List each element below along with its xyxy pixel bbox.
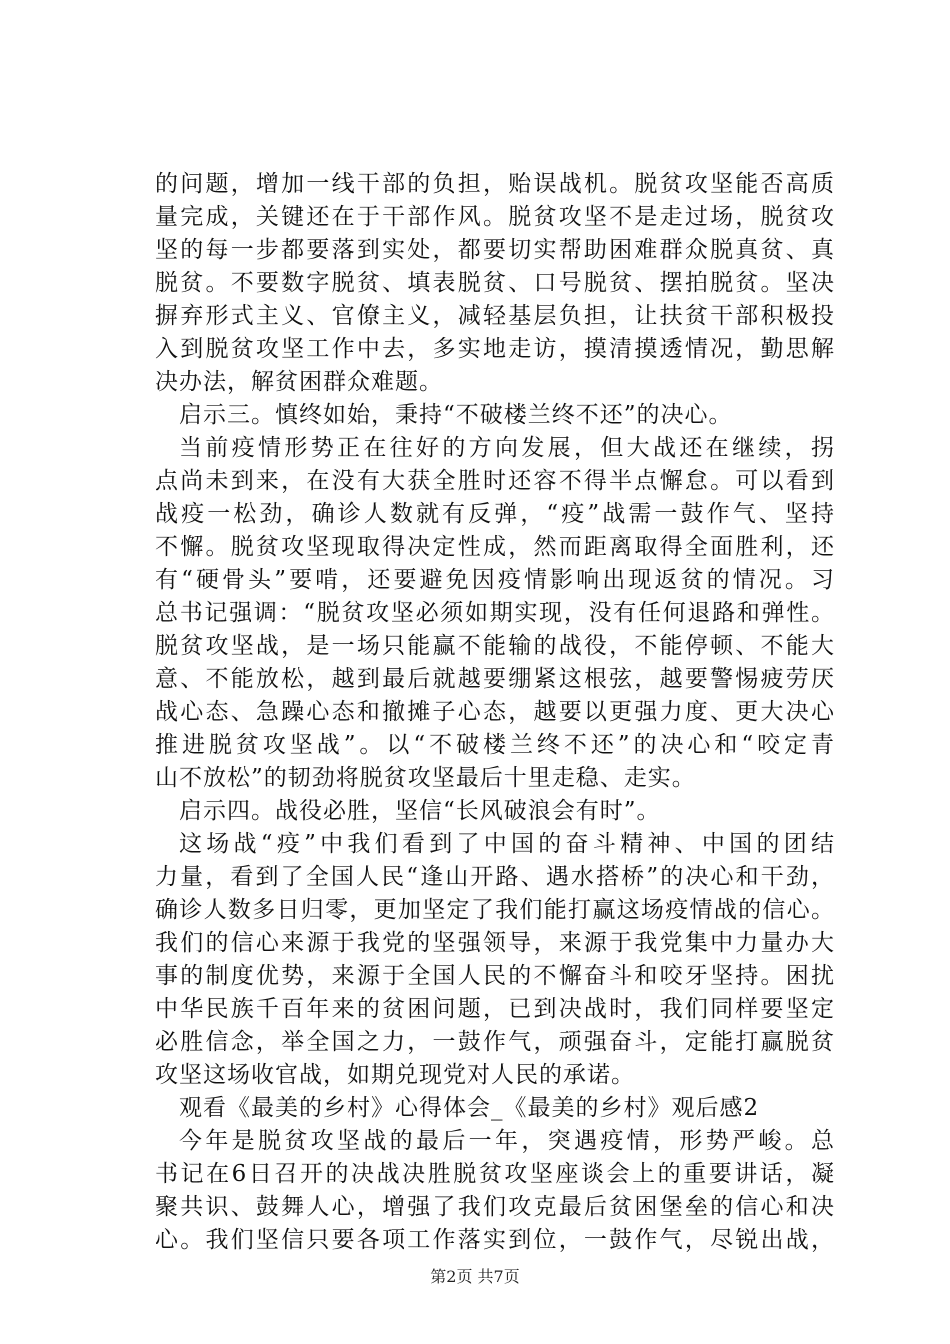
text-line: 点尚未到来，在没有大获全胜时还容不得半点懈怠。可以看到 (155, 468, 835, 494)
text-line: 这场战“疫”中我们看到了中国的奋斗精神、中国的团结 (179, 831, 835, 857)
text-line: 量完成，关键还在于干部作风。脱贫攻坚不是走过场，脱贫攻 (155, 204, 835, 230)
text-line: 意、不能放松，越到最后就越要绷紧这根弦，越要警惕疲劳厌 (155, 666, 835, 692)
text-line: 聚共识、鼓舞人心，增强了我们攻克最后贫困堡垒的信心和决 (155, 1194, 835, 1220)
text-line: 我们的信心来源于我党的坚强领导，来源于我党集中力量办大 (155, 930, 835, 956)
text-line: 力量，看到了全国人民“逢山开路、遇水搭桥”的决心和干劲， (155, 864, 835, 890)
text-line: 山不放松”的韧劲将脱贫攻坚最后十里走稳、走实。 (155, 765, 696, 791)
text-line: 事的制度优势，来源于全国人民的不懈奋斗和咬牙坚持。困扰 (155, 963, 835, 989)
text-line: 入到脱贫攻坚工作中去，多实地走访，摸清摸透情况，勤思解 (155, 336, 835, 362)
text-line: 脱贫。不要数字脱贫、填表脱贫、口号脱贫、摆拍脱贫。坚决 (155, 270, 835, 296)
section-heading: 启示三。慎终如始，秉持“不破楼兰终不还”的决心。 (179, 402, 733, 428)
text-line: 坚的每一步都要落到实处，都要切实帮助困难群众脱真贫、真 (155, 237, 835, 263)
text-line: 的问题，增加一线干部的负担，贻误战机。脱贫攻坚能否高质 (155, 171, 835, 197)
text-line: 当前疫情形势正在往好的方向发展，但大战还在继续，拐 (179, 435, 835, 461)
page-number: 第2页 共7页 (430, 1267, 520, 1286)
text-line: 攻坚这场收官战，如期兑现党对人民的承诺。 (155, 1062, 635, 1088)
text-line: 战心态、急躁心态和撤摊子心态，越要以更强力度、更大决心 (155, 699, 835, 725)
text-line: 摒弃形式主义、官僚主义，减轻基层负担，让扶贫干部积极投 (155, 303, 835, 329)
text-line: 有“硬骨头”要啃，还要避免因疫情影响出现返贫的情况。习 (155, 567, 835, 593)
section-heading: 启示四。战役必胜，坚信“长风破浪会有时”。 (179, 798, 661, 824)
text-line: 推进脱贫攻坚战”。以“不破楼兰终不还”的决心和“咬定青 (155, 732, 835, 758)
text-line: 不懈。脱贫攻坚现取得决定性成，然而距离取得全面胜利，还 (155, 534, 835, 560)
page-footer (0, 1267, 950, 1287)
text-line: 确诊人数多日归零，更加坚定了我们能打赢这场疫情战的信心。 (155, 897, 835, 923)
text-line: 脱贫攻坚战，是一场只能赢不能输的战役，不能停顿、不能大 (155, 633, 835, 659)
text-line: 决办法，解贫困群众难题。 (155, 369, 443, 395)
text-line: 中华民族千百年来的贫困问题，已到决战时，我们同样要坚定 (155, 996, 835, 1022)
body-text (155, 168, 835, 1257)
text-line: 心。我们坚信只要各项工作落实到位，一鼓作气，尽锐出战， (155, 1227, 835, 1253)
text-line: 必胜信念，举全国之力，一鼓作气，顽强奋斗，定能打赢脱贫 (155, 1029, 835, 1055)
text-line: 书记在6日召开的决战决胜脱贫攻坚座谈会上的重要讲话，凝 (155, 1161, 835, 1187)
text-line: 今年是脱贫攻坚战的最后一年，突遇疫情，形势严峻。总 (179, 1128, 835, 1154)
text-line: 战疫一松劲，确诊人数就有反弹，“疫”战需一鼓作气、坚持 (155, 501, 835, 527)
article-title: 观看《最美的乡村》心得体会_《最美的乡村》观后感2 (179, 1095, 760, 1121)
text-line: 总书记强调：“脱贫攻坚必须如期实现，没有任何退路和弹性。 (155, 600, 835, 626)
